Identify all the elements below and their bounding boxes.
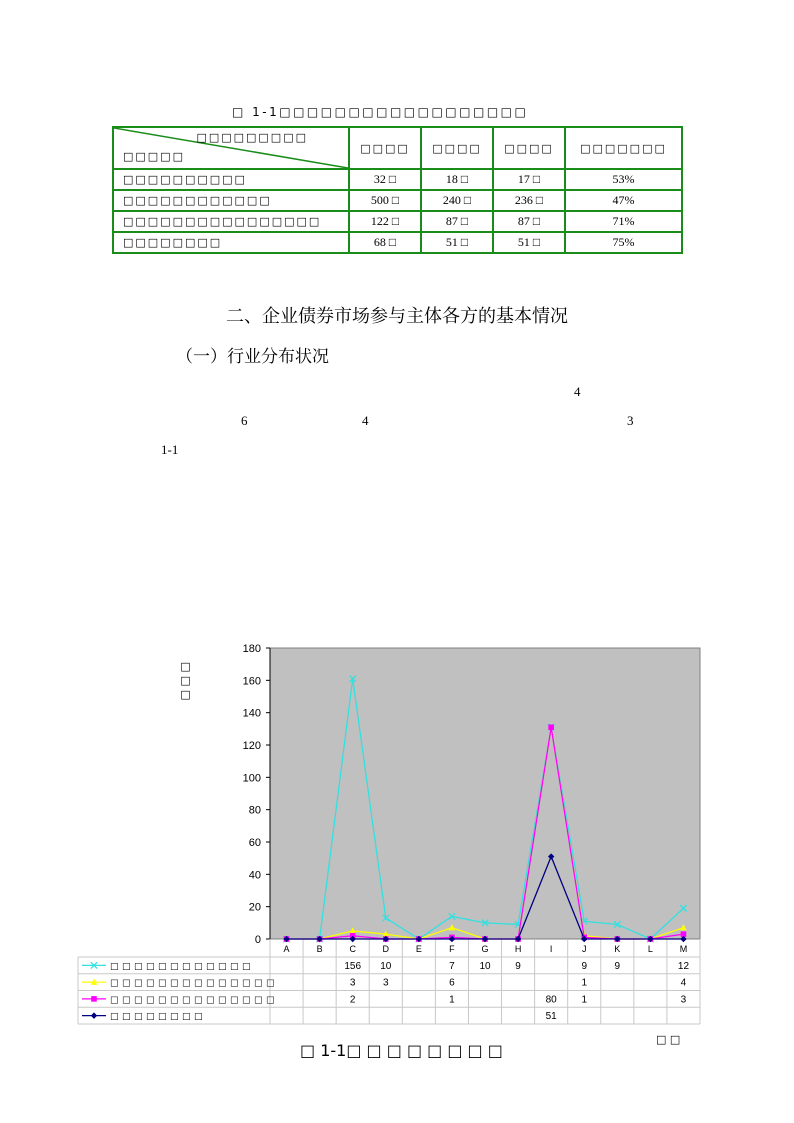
column-header: □□□□: [493, 127, 565, 169]
industry-line-chart: [0, 630, 794, 1040]
data-table-value: 3: [680, 994, 687, 1006]
y-tick-label: 100: [242, 772, 261, 785]
data-table-value: 156: [344, 960, 362, 972]
x-category-label: L: [647, 944, 653, 954]
table-cell: 51 □: [421, 232, 493, 253]
column-header: □□□□: [349, 127, 421, 169]
legend-marker: [91, 996, 97, 1002]
row-label: □□□□□□□□□□□□□□□□: [113, 211, 349, 232]
paragraph-fragment: 1-1: [161, 442, 179, 457]
table-caption: □ 1-1□□□□□□□□□□□□□□□□□□: [232, 105, 529, 119]
data-table-value: 12: [677, 960, 690, 972]
legend-label: □□□□□□□□□□□□: [110, 961, 255, 972]
x-category-label: G: [481, 944, 489, 954]
table-cell: 87 □: [421, 211, 493, 232]
table-header-row: [113, 127, 682, 169]
figure-caption: □ 1-1□ □ □ □ □ □ □ □: [300, 1041, 503, 1060]
series-point: [548, 724, 554, 730]
x-category-label: B: [316, 944, 323, 954]
table-cell: 18 □: [421, 169, 493, 190]
y-tick-label: 40: [248, 869, 261, 882]
y-tick-label: 60: [248, 837, 261, 849]
column-header: □□□□: [421, 127, 493, 169]
table-cell: 47%: [565, 190, 682, 211]
row-label: □□□□□□□□□□□□: [113, 190, 349, 211]
data-table-value: 6: [449, 977, 455, 989]
table-cell: 500 □: [349, 190, 421, 211]
section-heading: 二、企业债券市场参与主体各方的基本情况: [226, 306, 568, 327]
legend-marker: [91, 1012, 97, 1018]
y-tick-label: 20: [248, 901, 261, 914]
y-tick-label: 80: [248, 804, 261, 817]
table-cell: 68 □: [349, 232, 421, 253]
legend-label: □□□□□□□□□□□□□□: [110, 978, 279, 989]
x-category-label: I: [549, 944, 553, 954]
x-category-label: E: [415, 944, 422, 954]
data-table-value: 1: [581, 977, 588, 989]
table-cell: 32 □: [349, 169, 421, 190]
x-category-label: A: [283, 944, 290, 954]
legend-label: □□□□□□□□□□□□□□: [110, 995, 279, 1006]
table-cell: 236 □: [493, 190, 565, 211]
data-table-value: 2: [349, 994, 356, 1006]
table-cell: 87 □: [493, 211, 565, 232]
table-row: [113, 232, 682, 253]
x-category-label: K: [614, 944, 621, 954]
table-cell: 71%: [565, 211, 682, 232]
x-category-label: J: [581, 944, 587, 954]
data-table-value: 10: [479, 960, 491, 972]
y-axis-title: □□□: [179, 660, 192, 702]
y-tick-label: 120: [242, 740, 261, 752]
table-row: [113, 169, 682, 190]
figure-note: □ □: [656, 1033, 681, 1046]
y-tick-label: 160: [242, 675, 261, 688]
y-tick-label: 180: [242, 643, 261, 655]
data-table-value: 7: [449, 960, 455, 972]
corner-row-label: □□□□□: [123, 150, 185, 163]
paragraph-fragment: 4: [574, 384, 581, 399]
table-cell: 17 □: [493, 169, 565, 190]
row-label: □□□□□□□□□□: [113, 169, 349, 190]
x-category-label: C: [349, 944, 356, 954]
data-table-value: 9: [581, 960, 588, 972]
paragraph-fragment: 6: [241, 413, 248, 428]
data-table-value: 4: [680, 977, 687, 989]
y-tick-label: 140: [242, 707, 261, 720]
y-tick-label: 0: [254, 934, 261, 946]
data-table-value: 9: [515, 960, 521, 972]
legend-label: □□□□□□□□: [110, 1012, 207, 1023]
row-label: □□□□□□□□: [113, 232, 349, 253]
data-table-value: 1: [581, 994, 588, 1006]
data-table-value: 1: [449, 994, 455, 1006]
corner-column-label: □□□□□□□□□: [196, 131, 308, 144]
paragraph-fragment: 4: [362, 413, 369, 428]
data-table-value: 9: [614, 960, 621, 972]
summary-table: [112, 126, 683, 254]
table-cell: 75%: [565, 232, 682, 253]
column-header: □□□□□□□: [565, 127, 682, 169]
table-row: [113, 211, 682, 232]
table-corner-header: [113, 127, 349, 169]
table-cell: 53%: [565, 169, 682, 190]
table-cell: 122 □: [349, 211, 421, 232]
table-row: [113, 190, 682, 211]
data-table-value: 3: [382, 977, 389, 989]
table-cell: 240 □: [421, 190, 493, 211]
table-cell: 51 □: [493, 232, 565, 253]
x-category-label: H: [514, 944, 522, 954]
x-category-label: F: [449, 944, 455, 954]
subsection-heading: （一）行业分布状况: [176, 347, 329, 367]
data-table-value: 80: [545, 994, 557, 1006]
plot-area: [270, 648, 700, 939]
data-table-value: 3: [349, 977, 356, 989]
x-category-label: M: [679, 944, 688, 954]
data-table-value: 10: [380, 960, 392, 972]
data-table-value: 51: [545, 1011, 557, 1023]
paragraph-fragment: 3: [627, 413, 634, 428]
x-category-label: D: [382, 944, 390, 954]
